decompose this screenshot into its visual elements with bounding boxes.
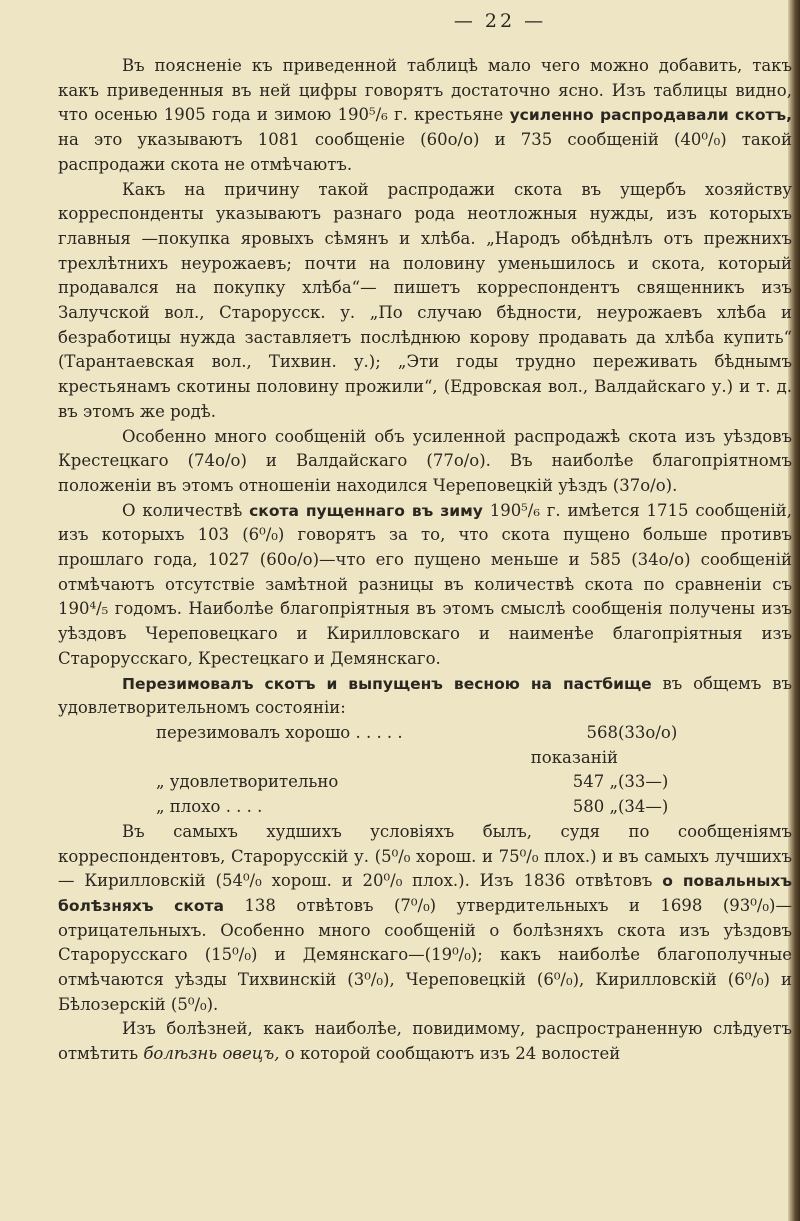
paragraph-7 (58, 1017, 792, 1066)
p1-bold-1: усиленно распродавали скотъ, (509, 106, 792, 125)
p3-text-1: Особенно много сообщеній объ усиленной распродажѣ скота изъ уѣздовъ Крестецкаго (74о/о) и Валдайскаго (77о/о). Въ наиболѣе благопріятномъ положеніи въ этомъ отношеніи находился Череповецкій уѣздъ (37о/о). (58, 426, 792, 495)
list-label: перезимовалъ хорошо . . . . . (156, 722, 403, 742)
wintering-list (58, 721, 792, 820)
list-percent: (34—) (618, 797, 669, 817)
p7-text-2: о которой сообщаютъ изъ 24 волостей (279, 1044, 621, 1064)
p6-text-1: Въ самыхъ худшихъ условіяхъ былъ, судя по сообщеніямъ корреспондентовъ, Старорусскій у. (5⁰/₀ хорош. и 75⁰/₀ плох.) и въ самыхъ лучшихъ— Кирилловскій (54⁰/₀ хорош. и 20⁰/₀ плох.). Изъ 1836 отвѣтовъ (58, 821, 792, 891)
list-item (156, 770, 792, 795)
p7-italic-1: болѣзнь овецъ, (143, 1044, 280, 1064)
paragraph-2 (58, 178, 792, 425)
list-value: 547 „ (572, 772, 618, 792)
p2-text-1: Какъ на причину такой распродажи скота въ ущербъ хозяйству корреспонденты указываютъ разнаго рода неотложныя нужды, изъ которыхъ главныя —покупка яровыхъ сѣмянъ и хлѣба. „Народъ обѣднѣлъ отъ прежнихъ трехлѣтнихъ неурожаевъ; почти на половину уменьшилось и скота, который продавался на покупку хлѣба“— пишетъ корреспондентъ священникъ изъ Залучской вол., Старорусск. у. „По случаю бѣдности, неурожаевъ хлѣба и безработицы нужда заставляетъ послѣднюю корову продавать да хлѣба купить“ (Тарантаевская вол., Тихвин. у.); „Эти годы трудно переживать бѣднымъ крестьянамъ скотины половину прожили“, (Едровская вол., Валдайскаго у.) и т. д. въ этомъ же родѣ. (58, 179, 792, 421)
p4-text-1: О количествѣ (122, 500, 250, 520)
list-item (156, 795, 792, 820)
p7-text-1: Изъ болѣзней, какъ наиболѣе, повидимому, распространенную слѣдуетъ отмѣтить (58, 1019, 792, 1064)
paragraph-3 (58, 425, 792, 499)
page-number: — 22 — (453, 10, 547, 32)
list-value: 568 показаній (530, 722, 618, 767)
list-value: 580 „ (572, 797, 618, 817)
p1-text-2: на это указываютъ 1081 сообщеніе (60о/о) и 735 сообщеній (40⁰/₀) такой распродажи скота не отмѣчаютъ. (58, 130, 792, 174)
p5-bold-1: Перезимовалъ скотъ и выпущенъ весною на пастбище (122, 674, 652, 693)
paragraph-5 (58, 672, 792, 721)
list-item (156, 721, 792, 770)
list-label: „ плохо . . . . (156, 797, 263, 817)
p6-text-2: 138 отвѣтовъ (7⁰/₀) утвердительныхъ и 1698 (93⁰/₀)—отрицательныхъ. Особенно много сообщеній о болѣзняхъ скота изъ уѣздовъ Старорусскаго (15⁰/₀) и Демянскаго—(19⁰/₀); какъ наиболѣе благополучные отмѣчаются уѣзды Тихвинскій (3⁰/₀), Череповецкій (6⁰/₀), Кирилловскій (6⁰/₀) и Бѣлозерскій (5⁰/₀). (58, 895, 792, 1014)
p5-text-1: въ общемъ въ удовлетворительномъ состояніи: (58, 673, 792, 718)
p6-bold-1: о повальныхъ болѣзняхъ скота (58, 872, 792, 915)
paragraph-6 (58, 820, 792, 1018)
p4-text-2: 190⁵/₆ г. имѣется 1715 сообщеній, изъ которыхъ 103 (6⁰/₀) говорятъ за то, что скота пущено больше противъ прошлаго года, 1027 (60о/о)—что его пущено меньше и 585 (34о/о) сообщеній отмѣчаютъ отсутствіе замѣтной разницы въ количествѣ скота по сравненіи съ 190⁴/₅ годомъ. Наиболѣе благопріятныя въ этомъ смыслѣ сообщенія получены изъ уѣздовъ Череповецкаго и Кирилловскаго и наименѣе благопріятныя изъ Старорусскаго, Крестецкаго и Демянскаго. (58, 500, 792, 668)
list-percent: (33о/о) (618, 722, 678, 742)
list-label: „ удовлетворительно (156, 772, 339, 792)
document-page (58, 6, 792, 1067)
p4-bold-1: скота пущеннаго въ зиму (249, 501, 483, 520)
paragraph-1 (58, 54, 792, 178)
list-percent: (33—) (618, 772, 669, 792)
paragraph-4 (58, 499, 792, 672)
p1-text-1: Въ поясненіе къ приведенной таблицѣ мало чего можно добавить, такъ какъ приведенныя въ ней цифры говорятъ достаточно ясно. Изъ таблицы видно, что осенью 1905 года и зимою 190⁵/₆ г. крестьяне (58, 56, 792, 125)
